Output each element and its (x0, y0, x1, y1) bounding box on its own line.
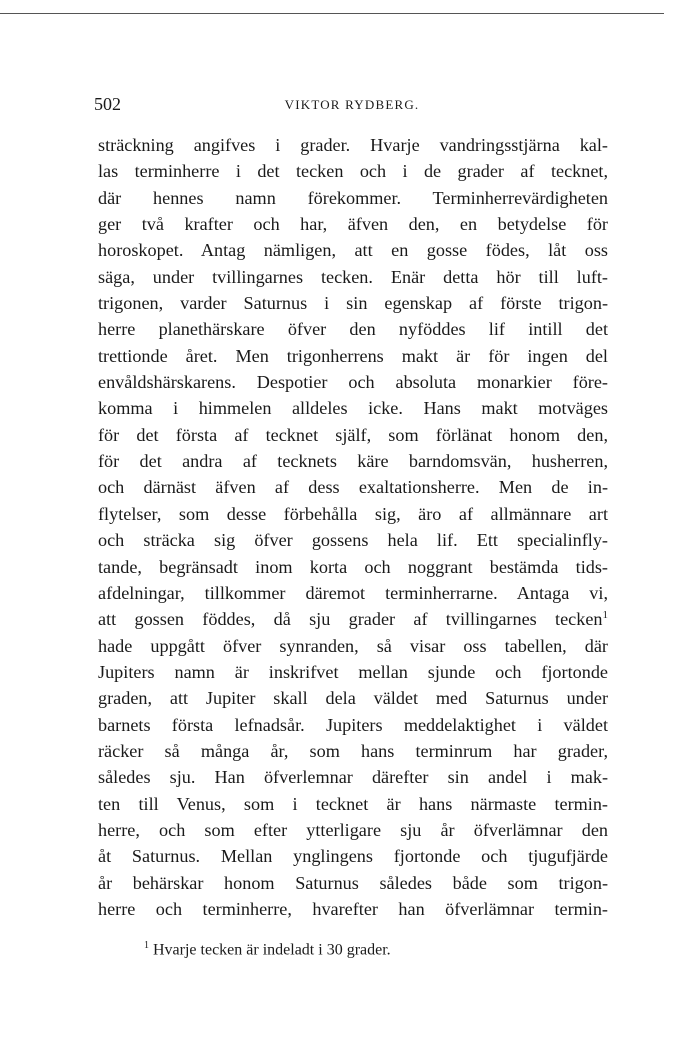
text-line: flytelser, som desse förbehålla sig, äro af allmännare art (98, 503, 608, 524)
footnote (144, 940, 391, 959)
text-line: sträckning angifves i grader. Hvarje vandringsstjärna kal- (98, 135, 608, 155)
text-line: åt Saturnus. Mellan ynglingens fjortonde och tjugufjärde (98, 846, 608, 867)
text-line: hade uppgått öfver synranden, så visar oss tabellen, där (98, 635, 608, 656)
text-line: trigonen, varder Saturnus i sin egenskap af förste trigon- (98, 293, 608, 314)
text-line: horoskopet. Antag nämligen, att en gosse födes, låt oss (98, 240, 608, 261)
text-line: för det första af tecknet själf, som förlänat honom den, (98, 424, 608, 445)
text-line: graden, att Jupiter skall dela väldet med Saturnus under (98, 688, 608, 709)
footnote-marker: 1 (602, 609, 608, 622)
text-line: och sträcka sig öfver gossens hela lif. Ett specialinfly- (98, 530, 608, 551)
text-line: räcker så många år, som hans terminrum har grader, (98, 740, 608, 761)
text-line-with-footnote (98, 606, 608, 632)
text-line: komma i himmelen alldeles icke. Hans makt motväges (98, 398, 608, 419)
page-header (94, 94, 610, 116)
text-line: tande, begränsadt inom korta och noggrant bestämda tids- (98, 556, 608, 577)
text-line: säga, under tvillingarnes tecken. Enär detta hör till luft- (98, 266, 608, 287)
footnote-number: 1 (144, 940, 149, 951)
text-line: och därnäst äfven af dess exaltationsherre. Men de in- (98, 477, 608, 498)
text-line: ger två krafter och har, äfven den, en betydelse för (98, 214, 608, 235)
text-line: las terminherre i det tecken och i de grader af tecknet, (98, 161, 608, 182)
text-line: således sju. Han öfverlemnar därefter sin andel i mak- (98, 767, 608, 788)
running-head: VIKTOR RYDBERG. (284, 97, 420, 112)
text-line-content: att gossen föddes, då sju grader af tvillingarnes tecken (98, 609, 603, 630)
text-line: ten till Venus, som i tecknet är hans närmaste termin- (98, 793, 608, 814)
text-line: herre, och som efter ytterligare sju år öfverlämnar den (98, 819, 608, 840)
text-line: där hennes namn förekommer. Terminherrevärdigheten (98, 187, 608, 208)
text-line: Jupiters namn är inskrifvet mellan sjunde och fjortonde (98, 661, 608, 682)
text-line: herre och terminherre, hvarefter han öfverlämnar termin- (98, 898, 608, 919)
text-line: för det andra af tecknets käre barndomsvän, husherren, (98, 451, 608, 472)
page-number: 502 (94, 94, 121, 114)
text-line: envåldshärskarens. Despotier och absoluta monarkier före- (98, 372, 608, 393)
text-line: afdelningar, tillkommer däremot terminherrarne. Antaga vi, (98, 582, 608, 603)
body-text (98, 132, 608, 922)
text-line: år behärskar honom Saturnus således både som trigon- (98, 872, 608, 893)
text-line: barnets första lefnadsår. Jupiters meddelaktighet i väldet (98, 714, 608, 735)
footnote-text: Hvarje tecken är indeladt i 30 grader. (153, 941, 391, 959)
text-line: herre planethärskare öfver den nyföddes lif intill det (98, 319, 608, 340)
text-line: trettionde året. Men trigonherrens makt är för ingen del (98, 345, 608, 366)
top-rule (0, 13, 664, 14)
